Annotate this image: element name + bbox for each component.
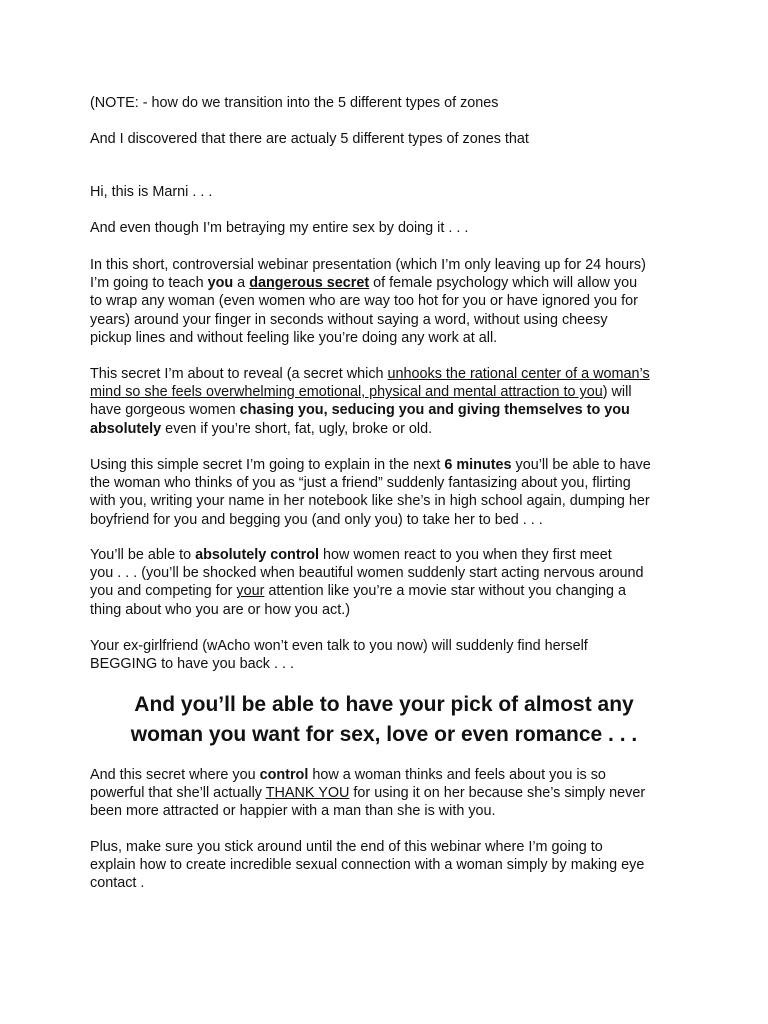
ex-line-2: BEGGING to have you back . . . [90,656,294,673]
headline [60,690,708,750]
bold-text: 6 minutes [444,457,512,473]
thank-paragraph [90,766,690,821]
secret-paragraph [90,365,690,438]
headline-line-2: woman you want for sex, love or even romance . . . [130,723,638,746]
control-line-2: you . . . (you’ll be shocked when beautiful women suddenly start acting nervous around [90,565,644,582]
text-run: attention like you’re a movie star without you changing a [264,583,626,600]
control-line-1 [90,546,690,564]
ex-line-1: Your ex-girlfriend (wAcho won’t even talk to you now) will suddenly find herself [90,638,588,654]
control-paragraph [90,546,690,619]
end-paragraph [90,838,690,893]
underlined-text: mind so she feels overwhelming emotional, physical and mental attraction to you [90,384,603,401]
secret-line-1 [90,365,690,383]
note-line: (NOTE: - how do we transition into the 5 different types of zones [90,95,499,111]
underlined-text: THANK YOU [265,785,350,802]
text-run: how a woman thinks and feels about you is so [308,767,606,783]
bold-text: absolutely control [195,547,320,563]
thank-line-1 [90,766,690,784]
bold-text: chasing you, seducing you and giving themselves to you [239,402,630,419]
emphasis-you: you [207,275,234,292]
text-run: I’m going to teach [90,275,208,292]
underlined-text: your [236,583,265,600]
discovered-line: And I discovered that there are actualy 5 different types of zones that [90,131,529,147]
text-run: And this secret where you [90,767,260,783]
webinar-line-2 [90,274,690,292]
text-run: of female psychology which will allow you [369,275,638,292]
secret-line-4 [90,420,690,438]
greeting-paragraph [90,183,690,201]
bold-text: control [259,767,309,783]
headline-line-1: And you’ll be able to have your pick of almost any [134,693,634,716]
text-run: have gorgeous women [90,402,240,419]
thank-line-2 [90,784,690,802]
betraying-line: And even though I’m betraying my entire sex by doing it . . . [90,220,469,236]
webinar-line-5: pickup lines and without feeling like you’re doing any work at all. [90,329,498,346]
text-run: ) will [602,384,632,401]
note-paragraph [90,94,690,112]
text-run: You’ll be able to [90,547,196,563]
secret-line-2 [90,383,690,401]
end-line-3: contact . [90,875,145,892]
thank-line-3: been more attracted or happier with a man than she is with you. [90,803,496,820]
minutes-paragraph [90,456,690,529]
text-run: you and competing for [90,583,237,600]
text-run: This secret I’m about to reveal (a secret which [90,366,388,382]
control-line-4: thing about who you are or how you act.) [90,601,350,618]
minutes-line-1 [90,456,690,474]
text-run: powerful that she’ll actually [90,785,266,802]
control-line-3 [90,582,690,600]
discovered-paragraph [90,130,690,148]
bold-text: absolutely [90,420,162,437]
minutes-line-4: boyfriend for you and begging you (and only you) to take her to bed . . . [90,511,543,528]
text-run: you’ll be able to have [511,457,651,473]
webinar-paragraph [90,256,690,347]
text-run: even if you’re short, fat, ugly, broke or old. [161,420,433,437]
emphasis-dangerous-secret: dangerous secret [249,275,370,292]
ex-paragraph [90,637,690,673]
underlined-text: unhooks the rational center of a woman’s [387,366,650,382]
minutes-line-2: the woman who thinks of you as “just a friend” suddenly fantasizing about you, flirting [90,475,631,492]
text-run: Using this simple secret I’m going to explain in the next [90,457,445,473]
minutes-line-3: with you, writing your name in her notebook like she’s in high school again, dumping her [90,493,650,510]
webinar-line-1: In this short, controversial webinar presentation (which I’m only leaving up for 24 hours) [90,257,646,273]
text-run: how women react to you when they first meet [319,547,612,563]
secret-line-3 [90,401,690,419]
greeting-line: Hi, this is Marni . . . [90,184,213,200]
text-run: for using it on her because she’s simply never [349,785,646,802]
end-line-1: Plus, make sure you stick around until the end of this webinar where I’m going to [90,839,603,855]
text-run: a [233,275,250,292]
webinar-line-3: to wrap any woman (even women who are way too hot for you or have ignored you for [90,293,638,310]
webinar-line-4: years) around your finger in seconds without saying a word, without using cheesy [90,311,608,328]
betraying-paragraph [90,219,690,237]
end-line-2: explain how to create incredible sexual connection with a woman simply by making eye [90,857,645,874]
